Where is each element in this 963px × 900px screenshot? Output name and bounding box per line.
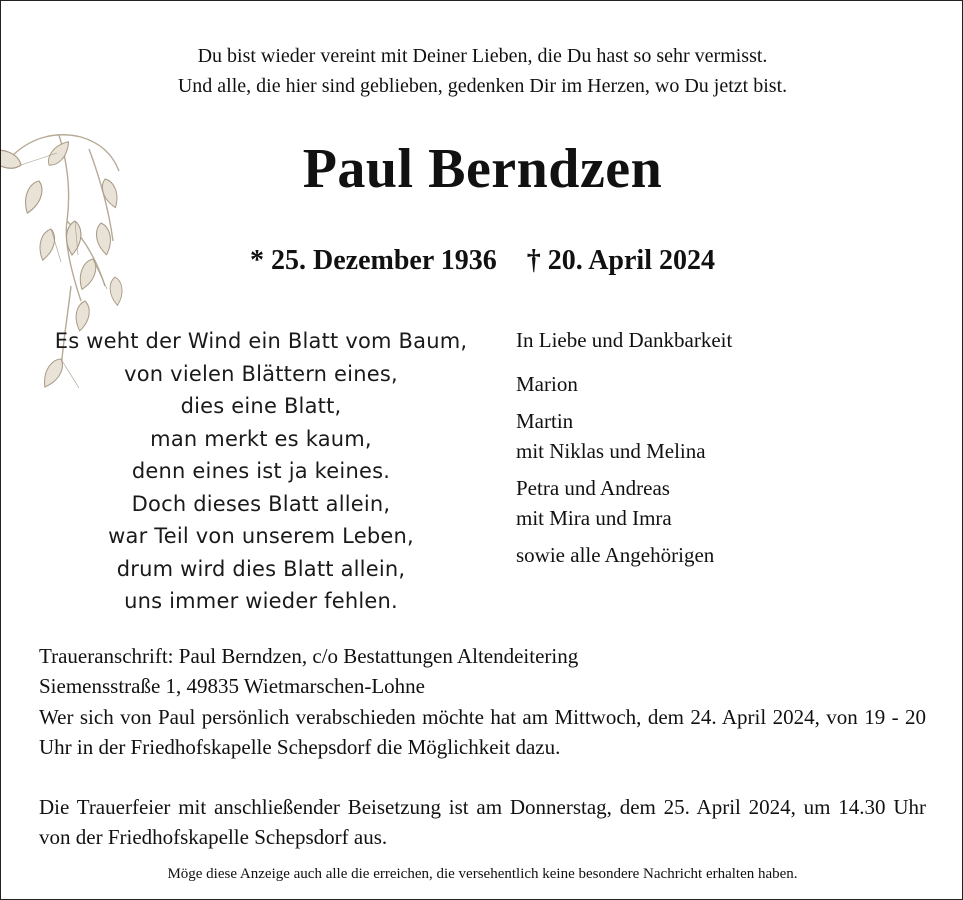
funeral-paragraph: Die Trauerfeier mit anschließender Beisetzung ist am Donnerstag, dem 25. April 2024, um 14.30 Uhr von der Friedhofskapelle Schepsdorf aus.: [39, 795, 926, 849]
cross-icon: †: [526, 245, 541, 276]
top-verse: [1, 41, 963, 101]
poem-line: dies eine Blatt,: [180, 394, 342, 418]
death-date: 20. April 2024: [547, 245, 715, 276]
birth-date: * 25. Dezember 1936: [250, 245, 497, 276]
poem-line: drum wird dies Blatt allein,: [116, 556, 406, 581]
family-member: mit Niklas und Melina: [516, 439, 706, 463]
top-verse-line: Und alle, die hier sind geblieben, gedenken Dir im Herzen, wo Du jetzt bist.: [177, 75, 788, 97]
family-member: sowie alle Angehörigen: [516, 543, 715, 567]
poem: [21, 325, 501, 618]
footer-note: Möge diese Anzeige auch alle die erreichen, die versehentlich keine besondere Nachricht erhalten haben.: [167, 866, 798, 882]
family-group: [516, 540, 936, 570]
family-member: mit Mira und Imra: [516, 506, 672, 530]
poem-line: war Teil von unserem Leben,: [108, 524, 414, 548]
life-dates: [1, 241, 963, 281]
poem-line: man merkt es kaum,: [150, 426, 372, 451]
family-group: [516, 406, 936, 466]
top-verse-line: Du bist wieder vereint mit Deiner Lieben, die Du hast so sehr vermisst.: [197, 45, 768, 67]
poem-line: denn eines ist ja keines.: [131, 459, 391, 483]
poem-line: uns immer wieder fehlen.: [124, 589, 398, 613]
family-intro: In Liebe und Dankbarkeit: [516, 328, 733, 352]
family-group: [516, 369, 936, 399]
mourning-address: [39, 641, 929, 701]
farewell-paragraph: Wer sich von Paul persönlich verabschieden möchte hat am Mittwoch, dem 24. April 2024, von 19 - 20 Uhr in der Friedhofskapelle Schepsdorf die Möglichkeit dazu.: [39, 705, 926, 759]
poem-line: Es weht der Wind ein Blatt vom Baum,: [54, 329, 468, 353]
poem-line: von vielen Blättern eines,: [124, 361, 398, 386]
address-line: Siemensstraße 1, 49835 Wietmarschen-Lohne: [39, 674, 425, 698]
family-member: Martin: [516, 409, 574, 433]
deceased-name: Paul Berndzen: [302, 138, 663, 200]
family-member: Petra und Andreas: [516, 476, 670, 500]
family-member: Marion: [516, 372, 578, 396]
family-group: [516, 473, 936, 533]
family-list: [516, 325, 936, 577]
address-line: Traueranschrift: Paul Berndzen, c/o Bestattungen Altendeitering: [39, 644, 579, 668]
poem-line: Doch dieses Blatt allein,: [131, 491, 391, 516]
